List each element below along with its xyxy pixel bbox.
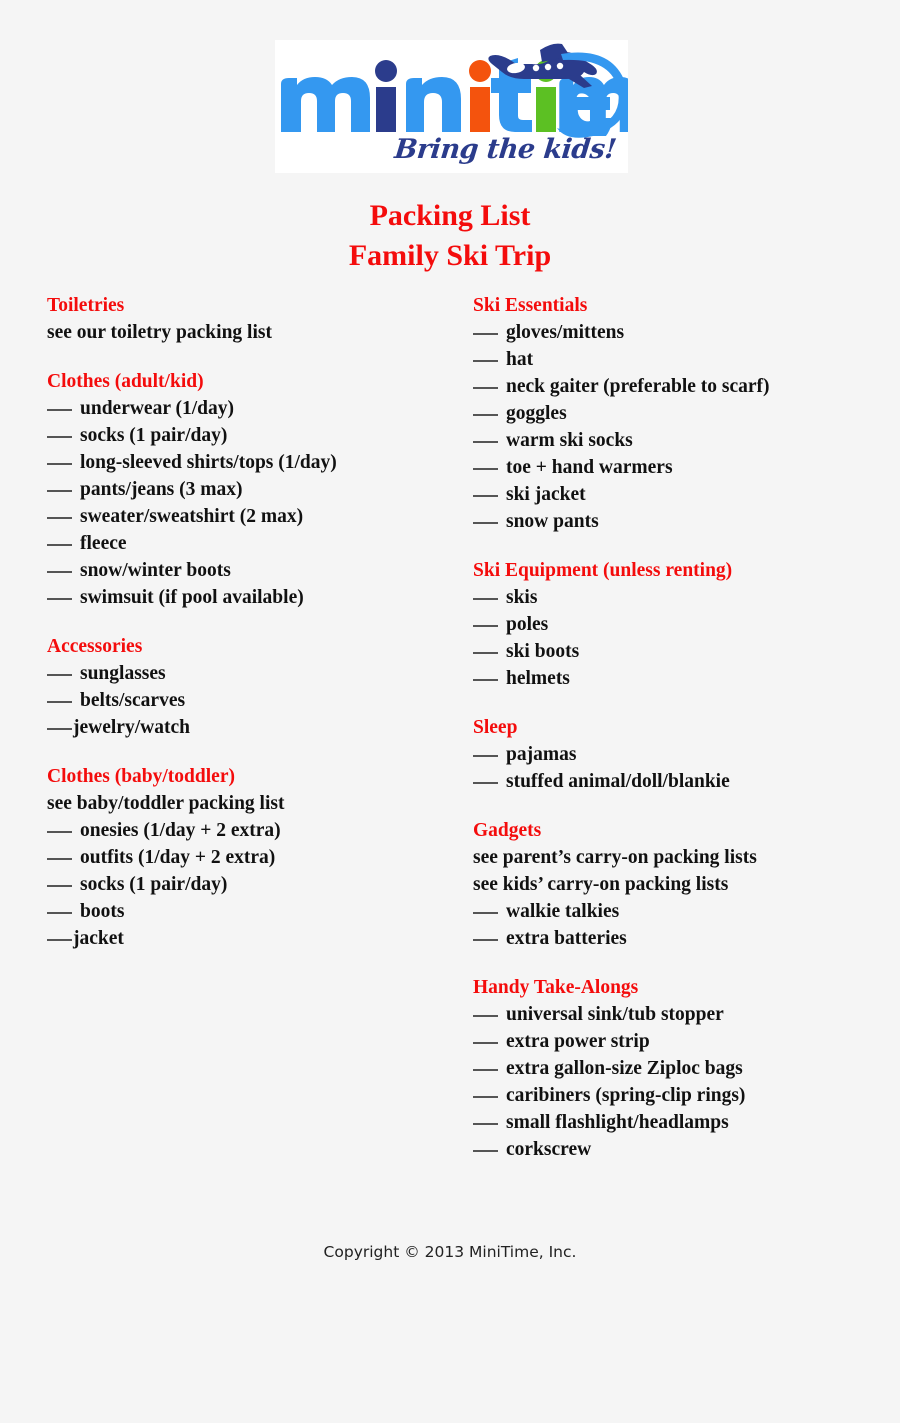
checkbox-blank[interactable] xyxy=(473,625,498,627)
checkbox-blank[interactable] xyxy=(47,831,72,833)
checkbox-blank[interactable] xyxy=(473,782,498,784)
section-heading: Sleep xyxy=(473,717,518,738)
page-title-line-1: Packing List xyxy=(369,199,531,232)
packing-section xyxy=(473,292,900,535)
checklist-item[interactable] xyxy=(473,1055,900,1082)
brand-tagline: Bring the kids! xyxy=(393,134,618,165)
section-heading: Toiletries xyxy=(47,295,125,316)
checklist-item[interactable] xyxy=(47,714,435,741)
section-note: see kids’ carry-on packing lists xyxy=(473,874,729,895)
packing-section xyxy=(473,714,900,795)
checklist-item[interactable] xyxy=(47,925,435,952)
checkbox-blank[interactable] xyxy=(47,517,72,519)
checklist-item-label: extra power strip xyxy=(506,1031,650,1052)
checkbox-blank[interactable] xyxy=(473,333,498,335)
section-heading: Clothes (adult/kid) xyxy=(47,371,204,392)
checklist-item-label: poles xyxy=(506,614,549,635)
checklist-item[interactable] xyxy=(473,508,900,535)
checklist-item[interactable] xyxy=(47,449,435,476)
checklist-item-label: outfits (1/day + 2 extra) xyxy=(80,847,276,868)
checklist-item-label: stuffed animal/doll/blankie xyxy=(506,771,730,792)
checkbox-blank[interactable] xyxy=(473,939,498,941)
checklist-item[interactable] xyxy=(473,454,900,481)
checkbox-blank[interactable] xyxy=(473,1015,498,1017)
checklist-item[interactable] xyxy=(473,373,900,400)
checklist-item[interactable] xyxy=(47,898,435,925)
checkbox-blank[interactable] xyxy=(47,436,72,438)
checkbox-blank[interactable] xyxy=(473,755,498,757)
checklist-item-label: boots xyxy=(80,901,125,922)
section-heading: Handy Take-Alongs xyxy=(473,977,639,998)
checkbox-blank[interactable] xyxy=(473,679,498,681)
checklist-item-label: extra gallon-size Ziploc bags xyxy=(506,1058,743,1079)
checkbox-blank[interactable] xyxy=(473,468,498,470)
checklist-item[interactable] xyxy=(47,422,435,449)
page-title-line-2: Family Ski Trip xyxy=(348,239,552,272)
checkbox-blank[interactable] xyxy=(473,1150,498,1152)
checklist-item[interactable] xyxy=(47,687,435,714)
checkbox-blank[interactable] xyxy=(473,495,498,497)
checkbox-blank[interactable] xyxy=(473,912,498,914)
checklist-item-label: walkie talkies xyxy=(506,901,620,922)
checklist-item[interactable] xyxy=(473,1028,900,1055)
section-note: see parent’s carry-on packing lists xyxy=(473,847,757,868)
page-title xyxy=(0,196,900,276)
checkbox-blank[interactable] xyxy=(473,414,498,416)
checklist-item[interactable] xyxy=(473,1109,900,1136)
checkbox-blank[interactable] xyxy=(47,571,72,573)
checkbox-blank[interactable] xyxy=(473,441,498,443)
checklist-item-label: ski jacket xyxy=(506,484,586,505)
checkbox-blank[interactable] xyxy=(47,858,72,860)
checklist-item[interactable] xyxy=(47,817,435,844)
checklist-item-label: universal sink/tub stopper xyxy=(506,1004,724,1025)
checklist-item-label: warm ski socks xyxy=(506,430,633,451)
section-heading: Gadgets xyxy=(473,820,542,841)
packing-section xyxy=(47,633,435,741)
section-heading: Ski Essentials xyxy=(473,295,588,316)
checklist-item-label: goggles xyxy=(506,403,567,424)
checkbox-blank[interactable] xyxy=(47,598,72,600)
section-note: see our toiletry packing list xyxy=(47,322,272,343)
checklist-item-label: snow/winter boots xyxy=(80,560,231,581)
checklist-item-label: long-sleeved shirts/tops (1/day) xyxy=(80,452,337,473)
checklist-item[interactable] xyxy=(47,476,435,503)
section-heading: Clothes (baby/toddler) xyxy=(47,766,235,787)
checklist-item[interactable] xyxy=(47,530,435,557)
section-note: see baby/toddler packing list xyxy=(47,793,285,814)
checklist-item[interactable] xyxy=(473,638,900,665)
checkbox-blank[interactable] xyxy=(47,409,72,411)
swoosh-icon xyxy=(553,48,631,140)
right-column xyxy=(435,292,900,1163)
checklist-item-label: socks (1 pair/day) xyxy=(80,874,228,895)
checkbox-blank[interactable] xyxy=(473,652,498,654)
checklist-item-label: underwear (1/day) xyxy=(80,398,235,419)
checklist-item-label: belts/scarves xyxy=(80,690,186,711)
packing-section xyxy=(473,817,900,952)
checklist-item[interactable] xyxy=(473,898,900,925)
checkbox-blank[interactable] xyxy=(473,522,498,524)
checklist-item-label: snow pants xyxy=(506,511,599,532)
checklist-item-label: onesies (1/day + 2 extra) xyxy=(80,820,281,841)
checklist-item[interactable] xyxy=(47,557,435,584)
checklist-item[interactable] xyxy=(473,346,900,373)
checklist-item-label: ski boots xyxy=(506,641,580,662)
checklist-item[interactable] xyxy=(47,660,435,687)
checklist-item-label: neck gaiter (preferable to scarf) xyxy=(506,376,770,397)
packing-section xyxy=(473,974,900,1163)
checklist-item[interactable] xyxy=(473,584,900,611)
checklist-item[interactable] xyxy=(47,844,435,871)
checklist-item[interactable] xyxy=(473,1082,900,1109)
checkbox-blank[interactable] xyxy=(47,912,72,914)
checklist-item-label: socks (1 pair/day) xyxy=(80,425,228,446)
checklist-item[interactable] xyxy=(473,768,900,795)
checklist-item-label: pants/jeans (3 max) xyxy=(80,479,243,500)
checkbox-blank[interactable] xyxy=(47,701,72,703)
checklist-item-label: sunglasses xyxy=(80,663,166,684)
checkbox-blank[interactable] xyxy=(473,360,498,362)
checkbox-blank[interactable] xyxy=(47,544,72,546)
checkbox-blank[interactable] xyxy=(47,885,72,887)
copyright-footer: Copyright © 2013 MiniTime, Inc. xyxy=(323,1243,577,1261)
checkbox-blank[interactable] xyxy=(47,939,72,941)
checklist-item-label: sweater/sweatshirt (2 max) xyxy=(80,506,304,527)
checklist-item-label: caribiners (spring-clip rings) xyxy=(506,1085,746,1106)
packing-section xyxy=(47,292,435,346)
checklist-item-label: toe + hand warmers xyxy=(506,457,673,478)
checklist-item-label: jacket xyxy=(73,928,124,949)
checklist-item-label: gloves/mittens xyxy=(506,322,625,343)
checkbox-blank[interactable] xyxy=(47,728,72,730)
checklist-item[interactable] xyxy=(473,319,900,346)
checkbox-blank[interactable] xyxy=(473,1042,498,1044)
checklist-item[interactable] xyxy=(473,481,900,508)
packing-section xyxy=(47,368,435,611)
section-heading: Accessories xyxy=(47,636,143,657)
checklist-item-label: jewelry/watch xyxy=(73,717,190,738)
checkbox-blank[interactable] xyxy=(473,598,498,600)
checklist-item-label: swimsuit (if pool available) xyxy=(80,587,304,608)
checklist-item-label: corkscrew xyxy=(506,1139,592,1160)
checklist-item[interactable] xyxy=(473,925,900,952)
checkbox-blank[interactable] xyxy=(47,674,72,676)
checkbox-blank[interactable] xyxy=(473,1069,498,1071)
checklist-item-label: fleece xyxy=(80,533,127,554)
checklist-item-label: hat xyxy=(506,349,534,370)
checklist-item[interactable] xyxy=(473,611,900,638)
checklist-item-label: small flashlight/headlamps xyxy=(506,1112,729,1133)
checklist-item[interactable] xyxy=(473,1001,900,1028)
checklist-item-label: skis xyxy=(506,587,538,608)
checklist-item-label: pajamas xyxy=(506,744,577,765)
checkbox-blank[interactable] xyxy=(473,1096,498,1098)
checklist-item[interactable] xyxy=(473,427,900,454)
section-heading: Ski Equipment (unless renting) xyxy=(473,560,733,581)
packing-list-columns xyxy=(0,292,900,1163)
checklist-item-label: extra batteries xyxy=(506,928,627,949)
checkbox-blank[interactable] xyxy=(473,1123,498,1125)
checklist-item[interactable] xyxy=(47,395,435,422)
checklist-item[interactable] xyxy=(47,871,435,898)
packing-section xyxy=(47,763,435,952)
left-column xyxy=(0,292,435,952)
checklist-item-label: helmets xyxy=(506,668,570,689)
packing-section xyxy=(473,557,900,692)
checklist-item[interactable] xyxy=(473,741,900,768)
checkbox-blank[interactable] xyxy=(473,387,498,389)
brand-logo-box xyxy=(275,40,628,173)
checklist-item[interactable] xyxy=(47,503,435,530)
checklist-item[interactable] xyxy=(473,1136,900,1163)
checkbox-blank[interactable] xyxy=(47,490,72,492)
checklist-item[interactable] xyxy=(473,665,900,692)
checkbox-blank[interactable] xyxy=(47,463,72,465)
checklist-item[interactable] xyxy=(473,400,900,427)
checklist-item[interactable] xyxy=(47,584,435,611)
